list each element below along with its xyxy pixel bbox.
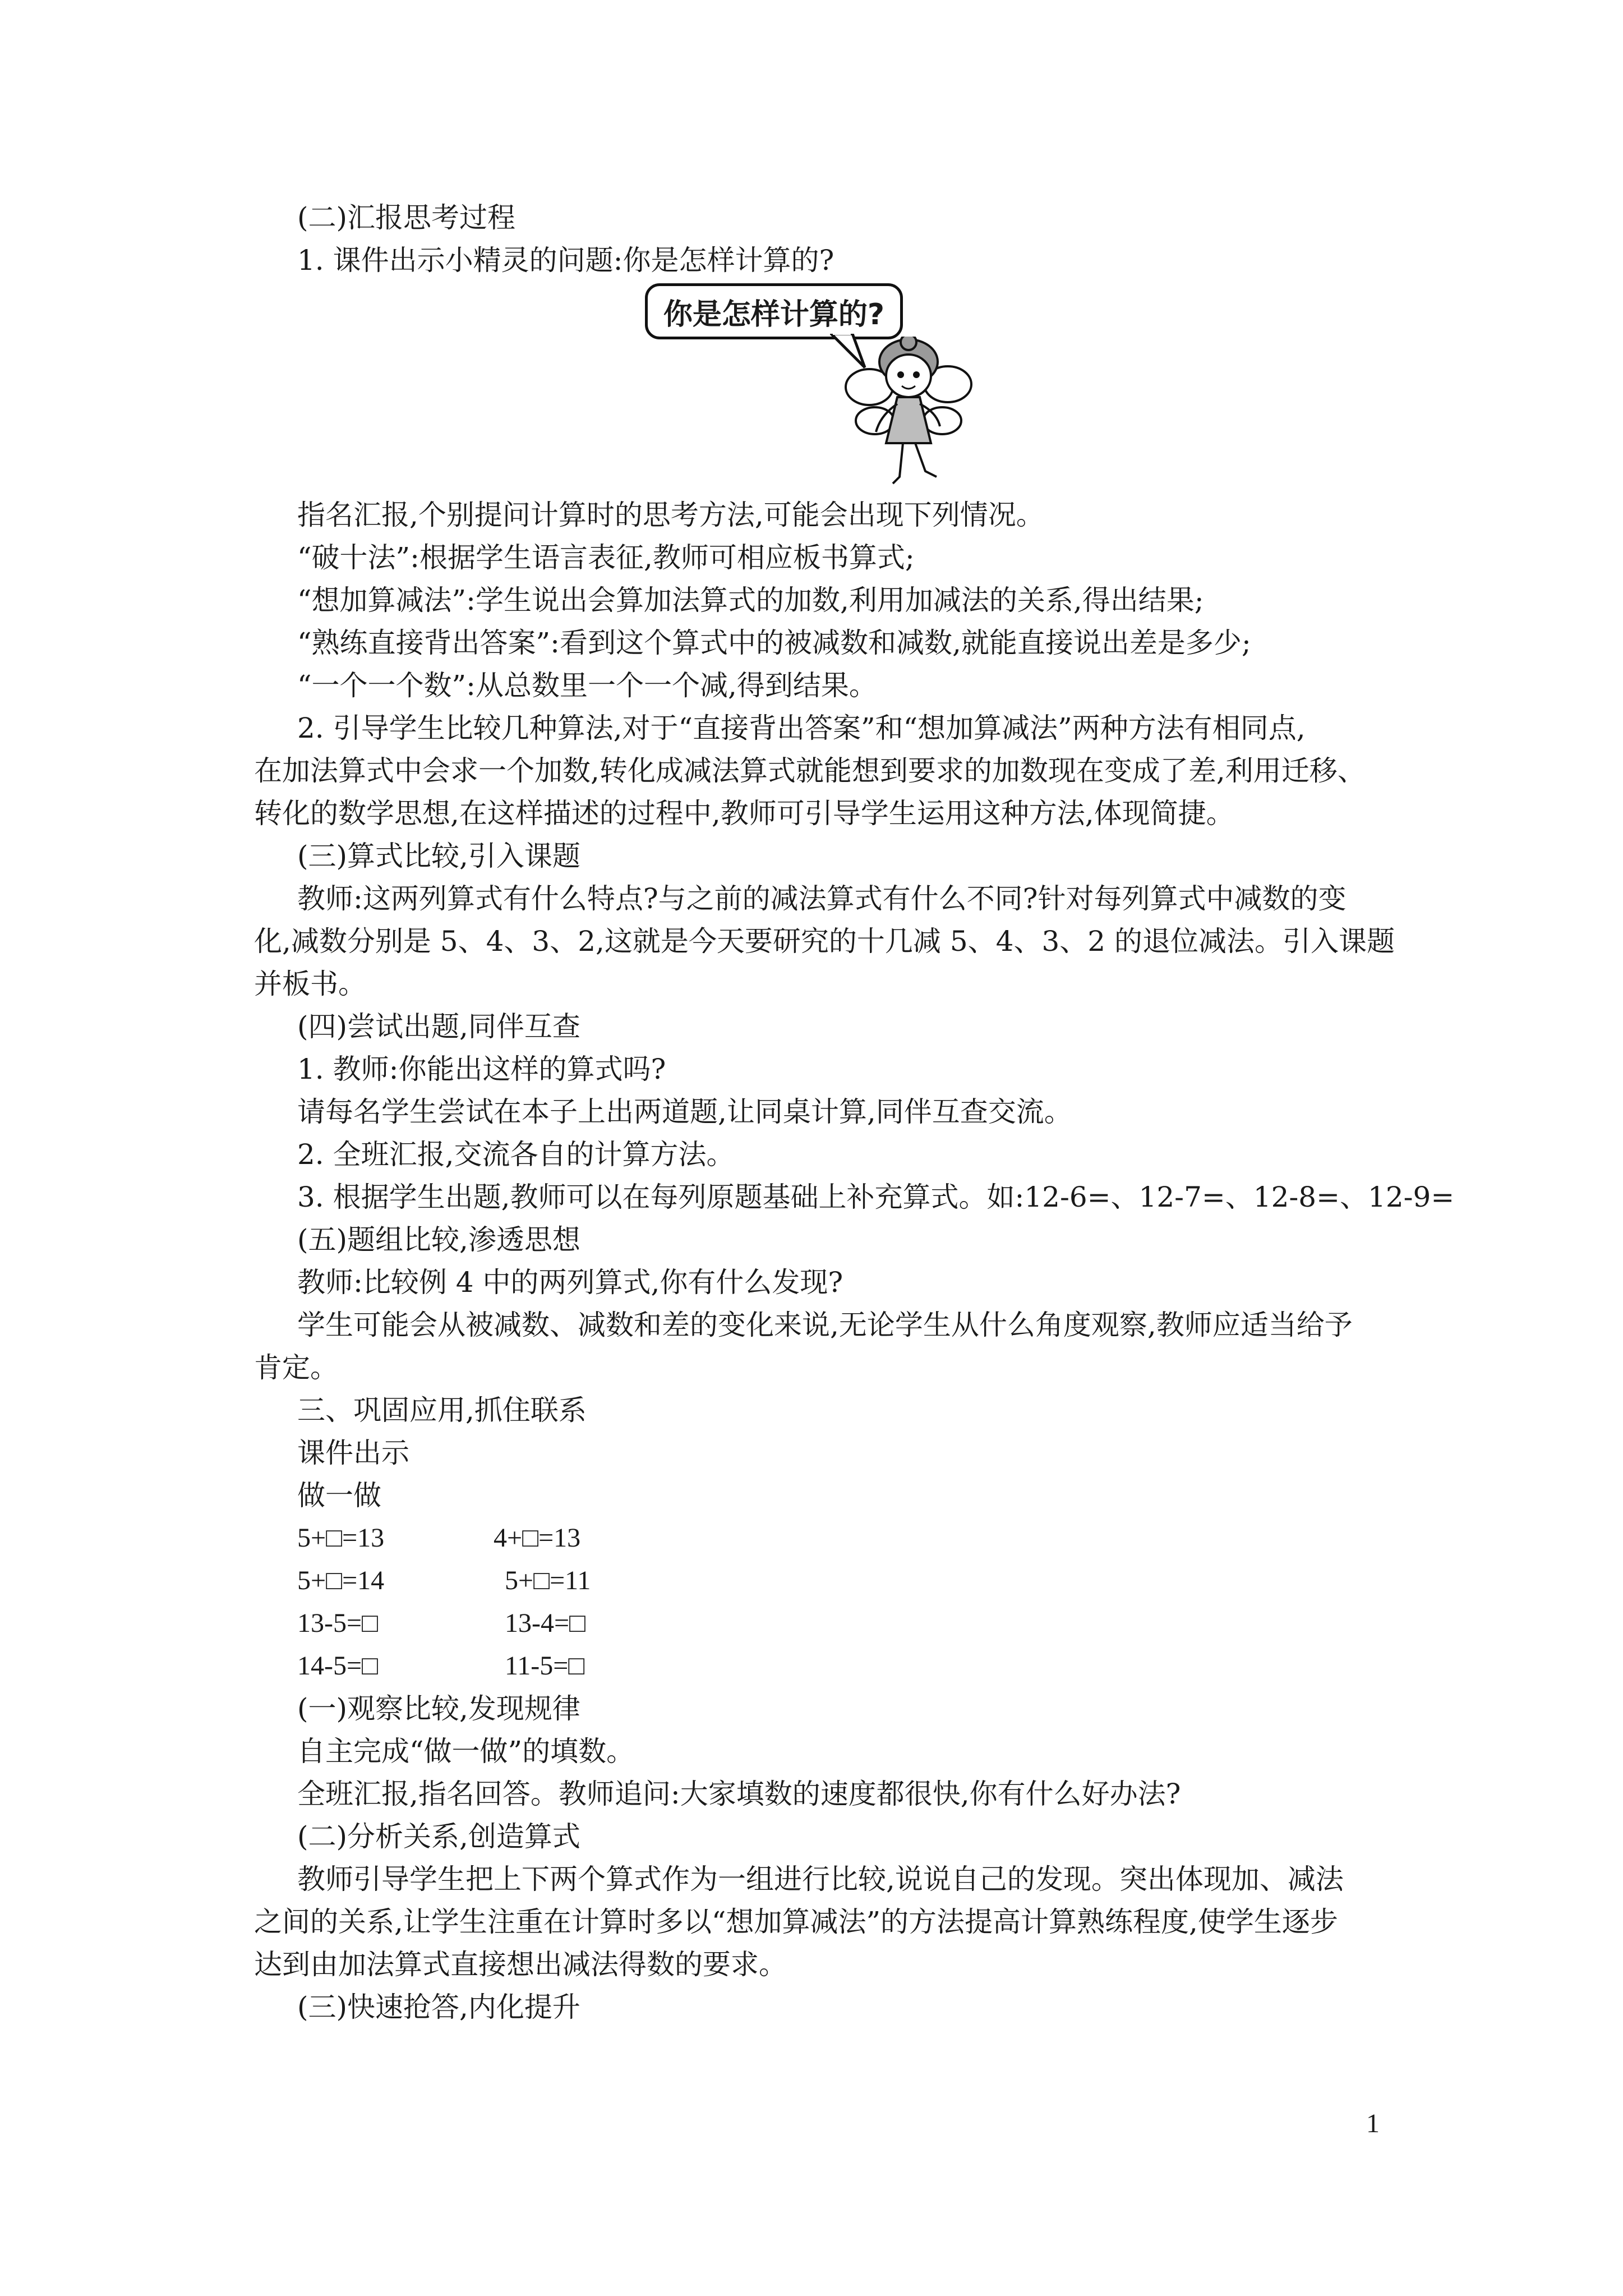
paragraph-line: 2. 全班汇报,交流各自的计算方法。 xyxy=(297,1138,735,1171)
paragraph-line: 之间的关系,让学生注重在计算时多以“想加算减法”的方法提高计算熟练程度,使学生逐步 xyxy=(254,1906,1338,1938)
paragraph-line: 并板书。 xyxy=(254,968,366,1000)
speech-bubble-text: 你是怎样计算的? xyxy=(663,297,885,332)
section-heading: (五)题组比较,渗透思想 xyxy=(297,1223,580,1256)
paragraph-line: 转化的数学思想,在这样描述的过程中,教师可引导学生运用这种方法,体现简捷。 xyxy=(254,797,1234,830)
equation: 5+□=14 xyxy=(297,1566,385,1595)
paragraph-line: 学生可能会从被减数、减数和差的变化来说,无论学生从什么角度观察,教师应适当给予 xyxy=(297,1309,1353,1341)
paragraph-line: 2. 引导学生比较几种算法,对于“直接背出答案”和“想加算减法”两种方法有相同点, xyxy=(297,712,1306,744)
equation: 11-5=□ xyxy=(505,1651,585,1681)
fairy-illustration xyxy=(841,337,976,494)
paragraph-line: 在加法算式中会求一个加数,转化成减法算式就能想到要求的加数现在变成了差,利用迁移、 xyxy=(254,754,1366,787)
paragraph-line: 全班汇报,指名回答。教师追问:大家填数的速度都很快,你有什么好办法? xyxy=(297,1778,1181,1810)
paragraph-line: 1. 教师:你能出这样的算式吗? xyxy=(297,1053,666,1085)
paragraph-line: “一个一个数”:从总数里一个一个减,得到结果。 xyxy=(297,669,877,702)
section-heading: (三)快速抢答,内化提升 xyxy=(297,1991,580,2023)
paragraph-line: 教师:这两列算式有什么特点?与之前的减法算式有什么不同?针对每列算式中减数的变 xyxy=(297,882,1347,915)
paragraph-line: 指名汇报,个别提问计算时的思考方法,可能会出现下列情况。 xyxy=(297,499,1044,531)
section-heading: (四)尝试出题,同伴互查 xyxy=(297,1010,580,1043)
equation: 13-5=□ xyxy=(297,1608,379,1638)
paragraph-line: 1. 课件出示小精灵的问题:你是怎样计算的? xyxy=(297,244,834,277)
paragraph-line: 达到由加法算式直接想出减法得数的要求。 xyxy=(254,1948,787,1981)
paragraph-line: 化,减数分别是 5、4、3、2,这就是今天要研究的十几减 5、4、3、2 的退位减法。引入课题 xyxy=(254,925,1395,958)
section-heading: (二)分析关系,创造算式 xyxy=(297,1820,580,1853)
section-heading: (二)汇报思考过程 xyxy=(297,201,516,234)
paragraph-line: 教师:比较例 4 中的两列算式,你有什么发现? xyxy=(297,1266,843,1299)
paragraph-line: 3. 根据学生出题,教师可以在每列原题基础上补充算式。如:12-6=、12-7=、12-8=、12-9= xyxy=(297,1181,1455,1213)
page-number: 1 xyxy=(1366,2109,1380,2138)
section-heading: (一)观察比较,发现规律 xyxy=(297,1692,580,1725)
equation: 4+□=13 xyxy=(494,1523,581,1553)
paragraph-line: 肯定。 xyxy=(254,1351,338,1384)
paragraph-line: 做一做 xyxy=(297,1479,381,1512)
paragraph-line: 课件出示 xyxy=(297,1437,409,1469)
paragraph-line: “熟练直接背出答案”:看到这个算式中的被减数和减数,就能直接说出差是多少; xyxy=(297,627,1251,659)
equation: 13-4=□ xyxy=(505,1608,586,1638)
equation: 5+□=11 xyxy=(505,1566,591,1595)
paragraph-line: “想加算减法”:学生说出会算加法算式的加数,利用加减法的关系,得出结果; xyxy=(297,584,1204,616)
paragraph-line: “破十法”:根据学生语言表征,教师可相应板书算式; xyxy=(297,541,915,574)
equation: 14-5=□ xyxy=(297,1651,379,1681)
section-heading: (三)算式比较,引入课题 xyxy=(297,840,580,872)
paragraph-line: 请每名学生尝试在本子上出两道题,让同桌计算,同伴互查交流。 xyxy=(297,1096,1072,1128)
speech-bubble xyxy=(645,283,903,339)
paragraph-line: 自主完成“做一做”的填数。 xyxy=(297,1735,635,1768)
equation: 5+□=13 xyxy=(297,1523,385,1553)
section-heading: 三、巩固应用,抓住联系 xyxy=(297,1394,587,1427)
paragraph-line: 教师引导学生把上下两个算式作为一组进行比较,说说自己的发现。突出体现加、减法 xyxy=(297,1863,1344,1895)
